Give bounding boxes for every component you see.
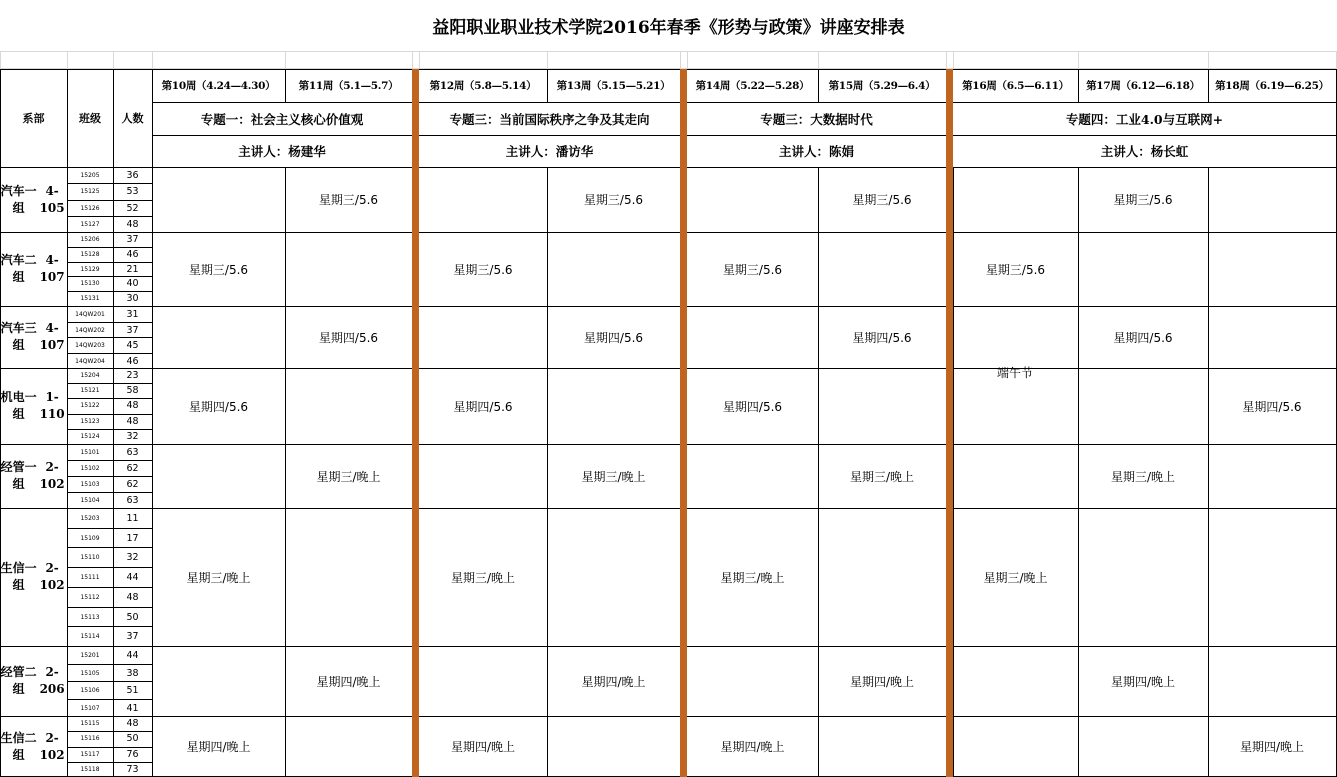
week-header: 第17周（6.12—6.18） (1086, 80, 1200, 92)
schedule-slot: 星期三/5.6 (722, 262, 783, 277)
schedule-slot: 星期三/5.6 (1113, 193, 1173, 207)
dept-group: 生信二组 (0, 730, 37, 762)
schedule-slot: 星期四/5.6 (453, 399, 513, 414)
topic-title: 专题四：工业4.0与互联网+ (1065, 111, 1224, 127)
grid-line (67, 51, 68, 69)
column-header-dept: 系部 (22, 112, 45, 125)
grid-line (0, 51, 1336, 52)
class-id: 15129 (80, 266, 100, 273)
week-header: 第14周（5.22—5.28） (695, 80, 810, 92)
class-count: 48 (126, 400, 139, 411)
class-id: 15206 (80, 236, 100, 243)
week-header: 第10周（4.24—4.30） (161, 80, 276, 92)
class-id: 15205 (80, 171, 100, 179)
schedule-slot: 星期三/5.6 (583, 193, 644, 207)
schedule-slot: 星期四/5.6 (318, 330, 379, 345)
class-id: 15111 (80, 573, 100, 581)
class-count: 50 (126, 611, 139, 623)
schedule-slot: 星期三/5.6 (453, 262, 513, 277)
topic-title: 专题三：大数据时代 (760, 111, 873, 127)
grid-line (818, 167, 819, 777)
class-count: 23 (126, 370, 139, 381)
grid-line (419, 51, 420, 69)
dept-group: 汽车三组 (0, 321, 37, 352)
grid-line (1208, 167, 1209, 777)
class-count: 32 (126, 431, 139, 442)
schedule-slot: 星期四/晚上 (316, 674, 381, 689)
dept-room: 2-102 (39, 460, 65, 491)
week-header: 第12周（5.8—5.14） (429, 80, 537, 92)
grid-line (113, 51, 114, 69)
schedule-slot: 星期三/5.6 (985, 262, 1046, 277)
class-count: 62 (126, 478, 139, 490)
dept-room: 2-102 (39, 561, 65, 592)
week-header: 第16周（6.5—6.11） (962, 80, 1069, 92)
topic-speaker: 主讲人：陈娟 (778, 144, 854, 159)
schedule-slot: 星期三/晚上 (316, 469, 381, 484)
class-count: 45 (126, 339, 139, 351)
class-count: 17 (126, 532, 139, 544)
week-header: 第18周（6.19—6.25） (1215, 80, 1329, 92)
class-count: 48 (126, 218, 139, 230)
dept-name (0, 167, 67, 232)
class-count: 21 (126, 264, 139, 275)
class-id: 14QW203 (75, 341, 105, 349)
grid-line (946, 51, 947, 69)
schedule-slot: 星期四/晚上 (450, 740, 516, 754)
class-id: 15114 (80, 632, 100, 640)
week-separator (946, 69, 953, 777)
class-count: 44 (126, 571, 139, 583)
dept-group: 生信一组 (0, 561, 37, 592)
class-id: 15203 (80, 514, 100, 522)
dept-room: 4-107 (39, 321, 65, 352)
class-count: 46 (126, 249, 139, 260)
grid-line (547, 167, 548, 777)
schedule-slot: 星期四/5.6 (583, 330, 644, 345)
grid-line (1078, 51, 1079, 69)
class-id: 14QW201 (75, 310, 105, 318)
class-count: 53 (126, 185, 139, 197)
class-id: 15127 (80, 220, 100, 228)
class-count: 32 (126, 551, 139, 563)
dept-name (0, 646, 67, 716)
class-count: 40 (126, 278, 139, 289)
class-id: 15204 (80, 372, 100, 379)
grid-line (0, 51, 1, 69)
class-count: 30 (126, 293, 139, 304)
class-id: 14QW204 (75, 357, 105, 365)
class-count: 48 (126, 416, 139, 427)
class-id: 15124 (80, 433, 100, 440)
dept-room: 2-206 (39, 665, 65, 696)
schedule-slot: 星期三/5.6 (852, 193, 912, 207)
dept-name (0, 232, 67, 306)
dept-room: 4-105 (39, 183, 65, 215)
week-header: 第13周（5.15—5.21） (556, 80, 671, 92)
dept-room: 1-110 (39, 390, 65, 421)
class-count: 46 (126, 355, 139, 367)
grid-line (152, 51, 153, 69)
class-id: 15104 (80, 496, 100, 504)
grid-line (818, 51, 819, 69)
class-count: 37 (126, 234, 139, 245)
grid-line (680, 51, 681, 69)
schedule-slot: 星期三/晚上 (450, 570, 516, 585)
class-count: 36 (126, 169, 139, 181)
class-count: 48 (126, 591, 139, 603)
schedule-slot: 星期四/晚上 (849, 674, 915, 689)
class-id: 15118 (80, 766, 100, 773)
topic-title: 专题三：当前国际秩序之争及其走向 (449, 111, 650, 127)
grid-line (1078, 167, 1079, 777)
class-id: 15107 (80, 704, 100, 712)
schedule-slot: 星期三/晚上 (186, 570, 251, 585)
dept-group: 汽车一组 (0, 183, 37, 215)
schedule-slot: 星期三/5.6 (318, 193, 379, 207)
class-id: 15103 (80, 480, 100, 488)
dept-group: 经管一组 (0, 460, 37, 491)
dept-room: 2-102 (39, 730, 65, 762)
class-id: 15110 (80, 553, 100, 561)
class-id: 15123 (80, 418, 100, 425)
grid-line (285, 51, 286, 69)
column-header-class: 班级 (79, 112, 101, 125)
dept-group: 经管二组 (0, 665, 37, 696)
week-separator (412, 69, 419, 777)
schedule-slot: 星期三/5.6 (188, 262, 249, 277)
dept-room: 4-107 (39, 253, 65, 284)
class-count: 41 (126, 702, 139, 714)
page-title: 益阳职业职业技术学院2016年春季《形势与政策》讲座安排表 (432, 17, 905, 38)
schedule-slot: 星期三/晚上 (1110, 469, 1176, 484)
topic-speaker: 主讲人：潘访华 (505, 144, 594, 159)
dept-name (0, 368, 67, 444)
class-id: 15109 (80, 534, 100, 542)
week-header: 第11周（5.1—5.7） (298, 80, 399, 92)
schedule-slot: 星期四/晚上 (1110, 674, 1176, 689)
week-header: 第15周（5.29—6.4） (828, 80, 936, 92)
dept-group: 机电一组 (0, 390, 37, 421)
class-count: 62 (126, 462, 139, 474)
class-count: 73 (126, 764, 139, 775)
class-id: 15105 (80, 669, 100, 677)
class-id: 15106 (80, 686, 100, 694)
class-count: 37 (126, 324, 139, 336)
schedule-slot: 星期三/晚上 (983, 570, 1048, 585)
topic-title: 专题一：社会主义核心价值观 (200, 111, 364, 127)
class-id: 15112 (80, 593, 100, 601)
class-id: 15113 (80, 613, 100, 621)
grid-line (1208, 51, 1209, 69)
class-id: 14QW202 (75, 326, 105, 334)
holiday-label: 端午节 (996, 366, 1033, 380)
class-count: 31 (126, 308, 139, 320)
class-id: 15117 (80, 751, 100, 758)
grid-line (412, 51, 413, 69)
class-count: 38 (126, 667, 139, 679)
grid-line (547, 51, 548, 69)
class-id: 15115 (80, 720, 100, 727)
class-id: 15121 (80, 387, 100, 394)
class-id: 15116 (80, 735, 100, 742)
week-separator (680, 69, 687, 777)
topic-speaker: 主讲人：杨建华 (238, 144, 326, 159)
schedule-slot: 星期四/5.6 (722, 399, 783, 414)
schedule-slot: 星期四/5.6 (1113, 330, 1173, 345)
class-count: 63 (126, 446, 139, 458)
class-id: 15101 (80, 448, 100, 456)
schedule-slot: 星期四/晚上 (720, 740, 785, 754)
class-count: 50 (126, 733, 139, 744)
schedule-slot: 星期三/晚上 (720, 570, 785, 585)
class-count: 63 (126, 494, 139, 506)
grid-line (953, 51, 954, 69)
dept-name (0, 716, 67, 777)
class-id: 15102 (80, 464, 100, 472)
class-count: 11 (126, 512, 139, 524)
schedule-slot: 星期四/晚上 (186, 740, 251, 754)
class-count: 76 (126, 749, 139, 760)
schedule-slot: 星期四/5.6 (188, 399, 249, 414)
class-id: 15128 (80, 251, 100, 258)
grid-line (953, 167, 954, 777)
dept-name (0, 444, 67, 508)
class-id: 15130 (80, 280, 100, 287)
schedule-slot: 星期四/晚上 (581, 674, 646, 689)
dept-group: 汽车二组 (0, 253, 37, 284)
class-id: 15126 (80, 204, 100, 212)
class-id: 15122 (80, 402, 100, 409)
dept-name (0, 508, 67, 646)
class-count: 44 (126, 649, 139, 661)
class-count: 48 (126, 718, 139, 729)
schedule-slot: 星期三/晚上 (849, 469, 915, 484)
schedule-slot: 星期四/5.6 (852, 330, 912, 345)
class-id: 15201 (80, 651, 100, 659)
class-id: 15125 (80, 187, 100, 195)
schedule-slot: 星期四/晚上 (1239, 740, 1305, 754)
class-count: 58 (126, 385, 139, 396)
class-count: 51 (126, 684, 139, 696)
topic-speaker: 主讲人：杨长虹 (1100, 144, 1189, 159)
grid-line (687, 51, 688, 69)
class-count: 37 (126, 630, 139, 642)
dept-name (0, 306, 67, 368)
grid-line (285, 167, 286, 777)
class-id: 15131 (80, 295, 100, 302)
class-count: 52 (126, 202, 139, 214)
column-header-count: 人数 (121, 112, 144, 125)
schedule-slot: 星期三/晚上 (581, 469, 646, 484)
schedule-slot: 星期四/5.6 (1242, 399, 1302, 414)
